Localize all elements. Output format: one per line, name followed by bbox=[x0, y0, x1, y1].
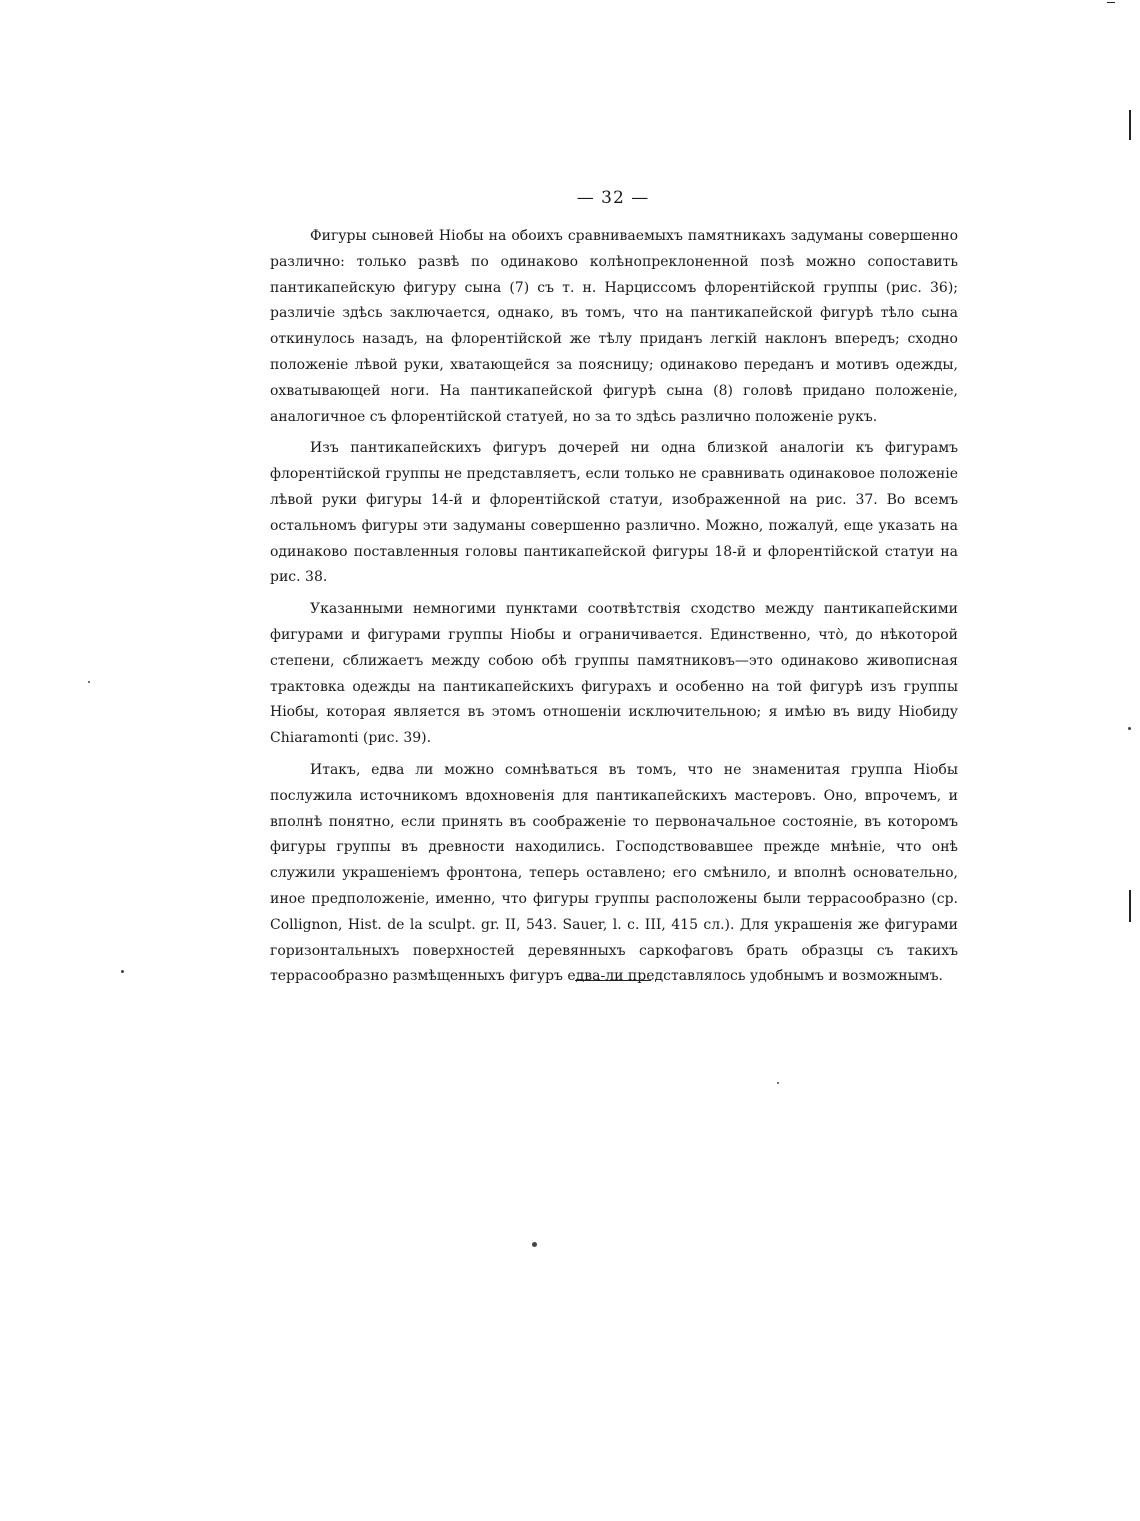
paragraph: Фигуры сыновей Ніобы на обоихъ сравниваемыхъ памятникахъ задуманы совершенно различно: только развѣ по одинаково колѣнопреклоненной позѣ можно сопоставить пантикапейскую фигуру сына (7) съ т. н. Нарциссомъ флорентійской группы (рис. 36); различіе здѣсь заключается, однако, въ томъ, что на пантикапейской фигурѣ тѣло сына откинулось назадъ, на флорентійской же тѣлу приданъ легкій наклонъ впередъ; сходно положеніе лѣвой руки, хватающейся за поясницу; одинаково переданъ и мотивъ одежды, охватывающей ноги. На пантикапейской фигурѣ сына (8) головѣ придано положеніе, аналогичное съ флорентійской статуей, но за то здѣсь различно положеніе рукъ. bbox=[270, 228, 958, 425]
scan-speck bbox=[121, 970, 124, 973]
page-number: — 32 — bbox=[576, 188, 650, 208]
end-rule bbox=[575, 980, 651, 981]
scan-edge-mark bbox=[1107, 2, 1115, 3]
scan-edge-mark bbox=[1129, 110, 1131, 140]
scan-edge-mark bbox=[1129, 890, 1131, 922]
paragraph: Итакъ, едва ли можно сомнѣваться въ томъ, что не знаменитая группа Ніобы послужила источникомъ вдохновенія для пантикапейскихъ мастеровъ. Оно, впрочемъ, и вполнѣ понятно, если принять въ соображеніе то первоначальное состояніе, въ которомъ фигуры группы въ древности находились. Господствовавшее прежде мнѣніе, что онѣ служили украшеніемъ фронтона, теперь оставлено; его смѣнило, и вполнѣ основательно, иное предположеніе, именно, что фигуры группы расположены были террасообразно (ср. Collignon, Hist. de la sculpt. gr. II, 543. Sauer, l. c. III, 415 сл.). Для украшенія же фигурами горизонтальныхъ поверхностей деревянныхъ саркофаговъ брать образцы съ такихъ террасообразно размѣщенныхъ фигуръ едва-ли представлялось удобнымъ и возможнымъ. bbox=[270, 761, 958, 985]
paragraph: Изъ пантикапейскихъ фигуръ дочерей ни одна близкой аналогіи къ фигурамъ флорентійской группы не представляетъ, если только не сравнивать одинаковое положеніе лѣвой руки фигуры 14-й и флорентійской статуи, изображенной на рис. 37. Во всемъ остальномъ фигуры эти задуманы совершенно различно. Можно, пожалуй, еще указать на одинаково поставленныя головы пантикапейской фигуры 18-й и флорентійской статуи на рис. 38. bbox=[270, 440, 958, 586]
paragraph: Указанными немногими пунктами соотвѣтствія сходство между пантикапейскими фигурами и фигурами группы Ніобы и ограничивается. Единственно, что̀, до нѣкоторой степени, сближаетъ между собою обѣ группы памятниковъ—это одинаково живописная трактовка одежды на пантикапейскихъ фигурахъ и особенно на той фигурѣ изъ группы Ніобы, которая является въ этомъ отношеніи исключительною; я имѣю въ виду Ніобиду Chiaramonti (рис. 39). bbox=[270, 601, 958, 747]
scan-speck bbox=[532, 1242, 537, 1247]
scan-speck bbox=[88, 681, 90, 683]
scan-speck bbox=[1128, 727, 1131, 730]
scan-speck bbox=[777, 1082, 779, 1084]
body-text bbox=[270, 224, 958, 996]
